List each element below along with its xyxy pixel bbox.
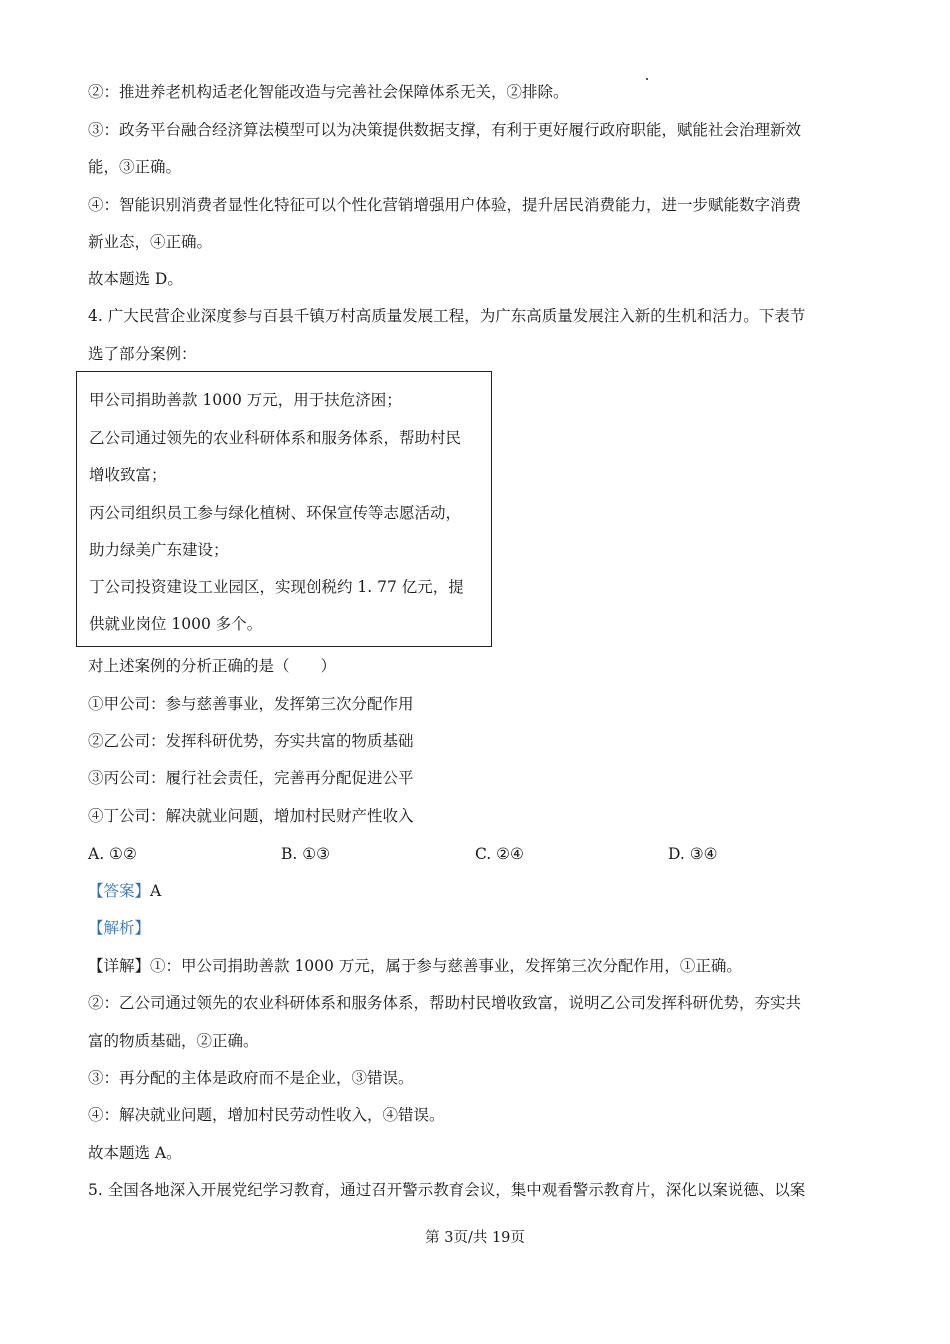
statement: ③丙公司：履行社会责任，完善再分配促进公平 — [88, 769, 414, 787]
detail-text: ①：甲公司捐助善款 1000 万元，属于参与慈善事业，发挥第三次分配作用，①正确。 — [150, 957, 742, 975]
case-row: 丙公司组织员工参与绿化植树、环保宣传等志愿活动， — [89, 504, 462, 522]
text-line: 新业态，④正确。 — [88, 233, 213, 251]
question-ask: 对上述案例的分析正确的是（ ） — [88, 657, 337, 675]
conclusion-line: 故本题选 A。 — [88, 1144, 182, 1162]
detail-line: 富的物质基础，②正确。 — [88, 1032, 259, 1050]
text-line: 故本题选 D。 — [88, 270, 183, 288]
statement: ④丁公司：解决就业问题，增加村民财产性收入 — [88, 807, 414, 825]
question-stem: 4. 广大民营企业深度参与百县千镇万村高质量发展工程，为广东高质量发展注入新的生机和活力。下表节 — [88, 307, 806, 325]
analysis-line — [88, 918, 150, 938]
option-c: C. ②④ — [475, 845, 524, 863]
detail-line: ④：解决就业问题，增加村民劳动性收入，④错误。 — [88, 1106, 445, 1124]
text-line: ③：政务平台融合经济算法模型可以为决策提供数据支撑，有利于更好履行政府职能，赋能社会治理新效 — [88, 121, 802, 139]
detail-line: ③：再分配的主体是政府而不是企业，③错误。 — [88, 1069, 414, 1087]
case-row: 助力绿美广东建设； — [89, 541, 229, 559]
detail-line — [88, 956, 742, 976]
statement: ①甲公司：参与慈善事业，发挥第三次分配作用 — [88, 695, 414, 713]
detail-tag: 【详解】 — [88, 957, 151, 975]
question-stem: 选了部分案例： — [88, 345, 197, 363]
option-d: D. ③④ — [668, 845, 718, 863]
answer-tag: 【答案】 — [88, 882, 151, 900]
case-table — [76, 371, 492, 647]
analysis-tag: 【解析】 — [88, 919, 151, 937]
case-row: 增收致富； — [89, 466, 167, 484]
question-stem: 5. 全国各地深入开展党纪学习教育，通过召开警示教育会议，集中观看警示教育片，深化以案说德、以案 — [88, 1181, 806, 1199]
option-b: B. ①③ — [281, 845, 331, 863]
case-row: 丁公司投资建设工业园区，实现创税约 1. 77 亿元，提 — [89, 578, 464, 596]
case-row: 乙公司通过领先的农业科研体系和服务体系，帮助村民 — [89, 429, 462, 447]
speck — [646, 78, 648, 80]
text-line: 能，③正确。 — [88, 158, 182, 176]
page-footer: 第 3页/共 19页 — [425, 1230, 525, 1246]
answer-line — [88, 881, 161, 901]
text-line: ②：推进养老机构适老化智能改造与完善社会保障体系无关，②排除。 — [88, 83, 569, 101]
text-line: ④：智能识别消费者显性化特征可以个性化营销增强用户体验，提升居民消费能力，进一步赋能数字消费 — [88, 196, 802, 214]
answer-value: A — [150, 882, 162, 900]
case-row: 供就业岗位 1000 多个。 — [89, 615, 263, 633]
statement: ②乙公司：发挥科研优势，夯实共富的物质基础 — [88, 732, 414, 750]
case-row: 甲公司捐助善款 1000 万元，用于扶危济困； — [89, 391, 402, 409]
detail-line: ②：乙公司通过领先的农业科研体系和服务体系，帮助村民增收致富，说明乙公司发挥科研优势，夯实共 — [88, 994, 802, 1012]
option-a: A. ①② — [88, 845, 137, 863]
